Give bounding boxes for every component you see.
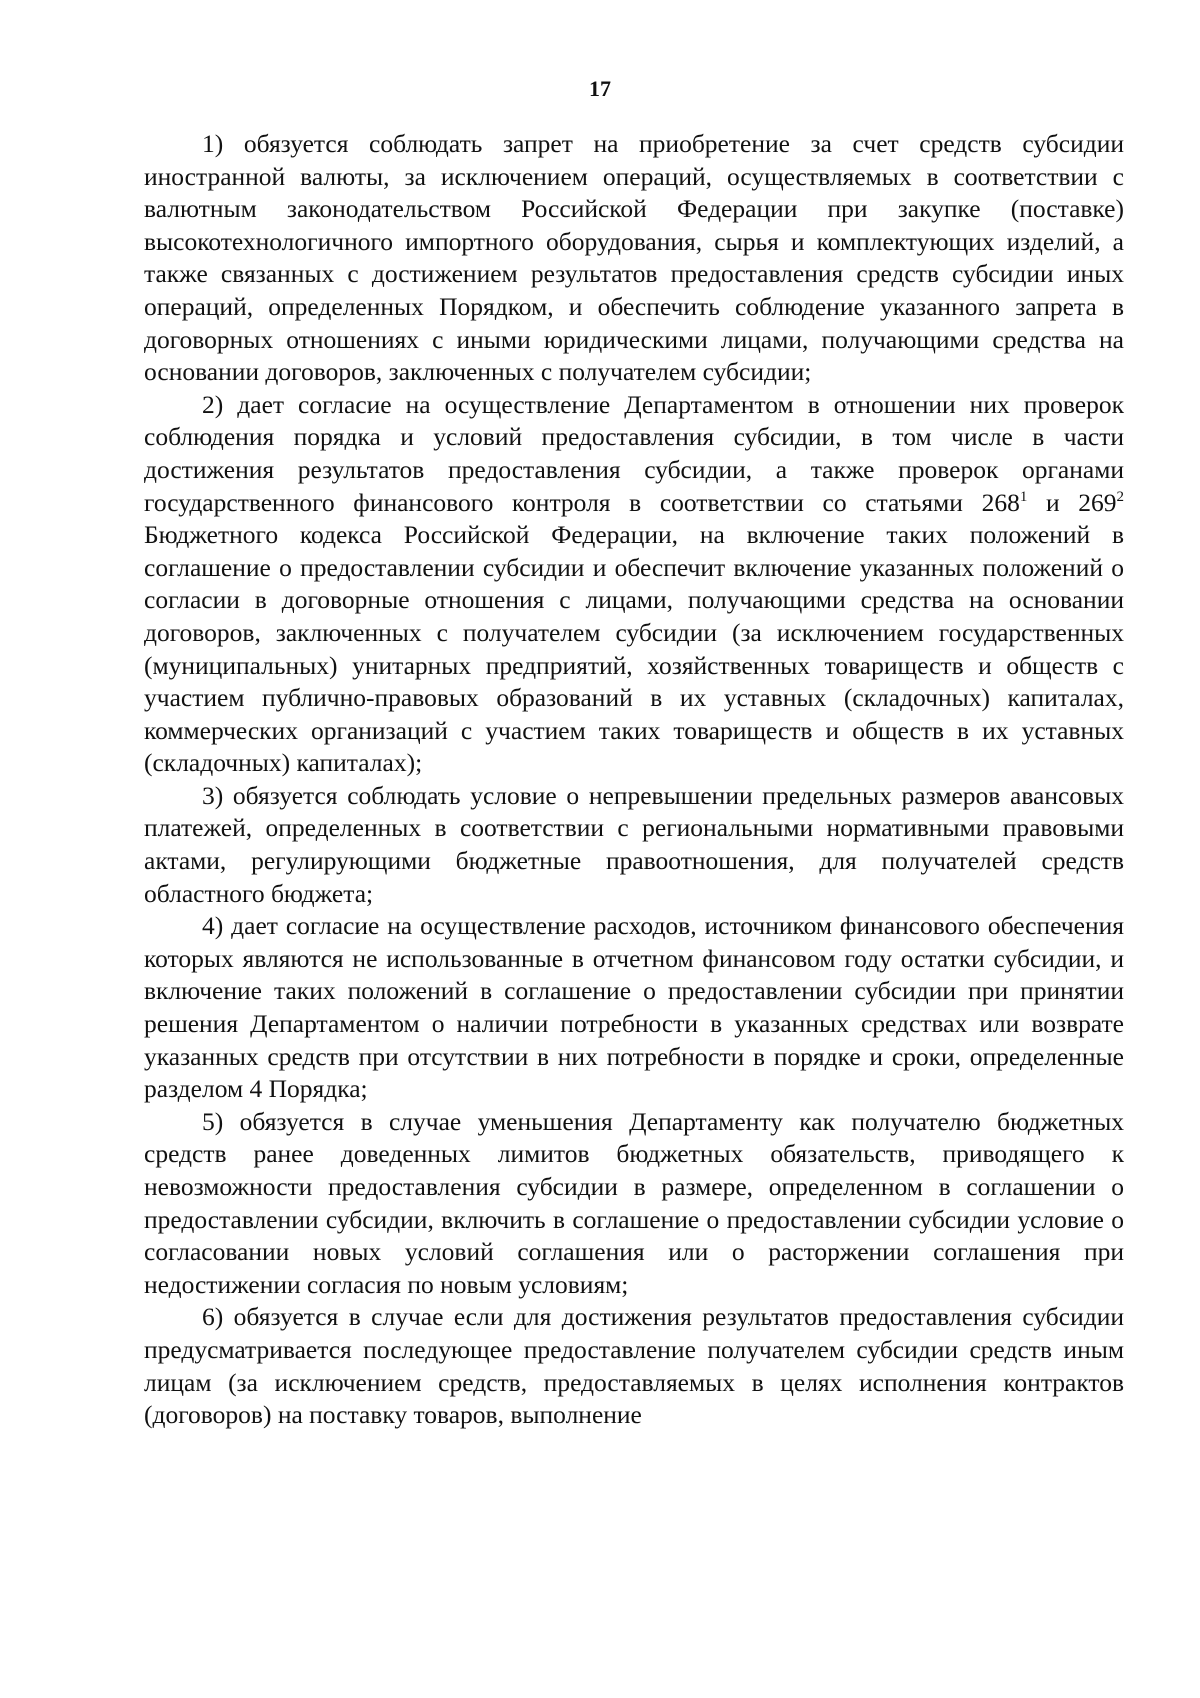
list-item-1: 1) обязуется соблюдать запрет на приобретение за счет средств субсидии иностранной валюты, за исключением операций, осуществляемых в соответствии с валютным законодательством Российской Федерации при закупке (поставке) высокотехнологичного импортного оборудования, сырья и комплектующих изделий, а также связанных с достижением результатов предоставления средств субсидии иных операций, определенных Порядком, и обеспечить соблюдение указанного запрета в договорных отношениях с иными юридическими лицами, получающими средства на основании договоров, заключенных с получателем субсидии;	[144, 129, 1124, 387]
list-item-4: 4) дает согласие на осуществление расходов, источником финансового обеспечения которых являются не использованные в отчетном финансовом году остатки субсидии, и включение таких положений в соглашение о предоставлении субсидии при принятии решения Департаментом о наличии потребности в указанных средствах или возврате указанных средств при отсутствии в них потребности в порядке и сроки, определенные разделом 4 Порядка;	[144, 911, 1124, 1104]
superscript-268: 1	[1019, 488, 1028, 505]
superscript-269: 2	[1116, 488, 1124, 505]
list-item-2	[144, 389, 1124, 780]
body-text	[144, 128, 1124, 1432]
list-item-2-text-b: и 269	[1027, 487, 1117, 517]
list-item-3: 3) обязуется соблюдать условие о непревышении предельных размеров авансовых платежей, определенных в соответствии с региональными нормативными правовыми актами, регулирующими бюджетные правоотношения, для получателей средств областного бюджета;	[144, 780, 1124, 908]
page-number: 17	[589, 76, 611, 101]
list-item-2-text-a: 2) дает согласие на осуществление Департаментом в отношении них проверок соблюдения порядка и условий предоставления субсидии, в том числе в части достижения результатов предоставления субсидии, а также проверок органами государственного финансового контроля в соответствии со статьями 268	[144, 389, 1124, 517]
list-item-6: 6) обязуется в случае если для достижения результатов предоставления субсидии предусматривается последующее предоставление получателем субсидии средств иным лицам (за исключением средств, предоставляемых в целях исполнения контрактов (договоров) на поставку товаров, выполнение	[144, 1302, 1124, 1430]
list-item-2-text-c: Бюджетного кодекса Российской Федерации, на включение таких положений в соглашение о предоставлении субсидии и обеспечит включение указанных положений о согласии в договорные отношения с лицами, получающими средства на основании договоров, заключенных с получателем субсидии (за исключением государственных (муниципальных) унитарных предприятий, хозяйственных товариществ и обществ с участием публично-правовых образований в их уставных (складочных) капиталах, коммерческих организаций с участием таких товариществ и обществ в их уставных (складочных) капиталах);	[144, 520, 1124, 778]
list-item-5: 5) обязуется в случае уменьшения Департаменту как получателю бюджетных средств ранее доведенных лимитов бюджетных обязательств, приводящего к невозможности предоставления субсидии в размере, определенном в соглашении о предоставлении субсидии, включить в соглашение о предоставлении субсидии условие о согласовании новых условий соглашения или о расторжении соглашения при недостижении согласия по новым условиям;	[144, 1106, 1124, 1299]
